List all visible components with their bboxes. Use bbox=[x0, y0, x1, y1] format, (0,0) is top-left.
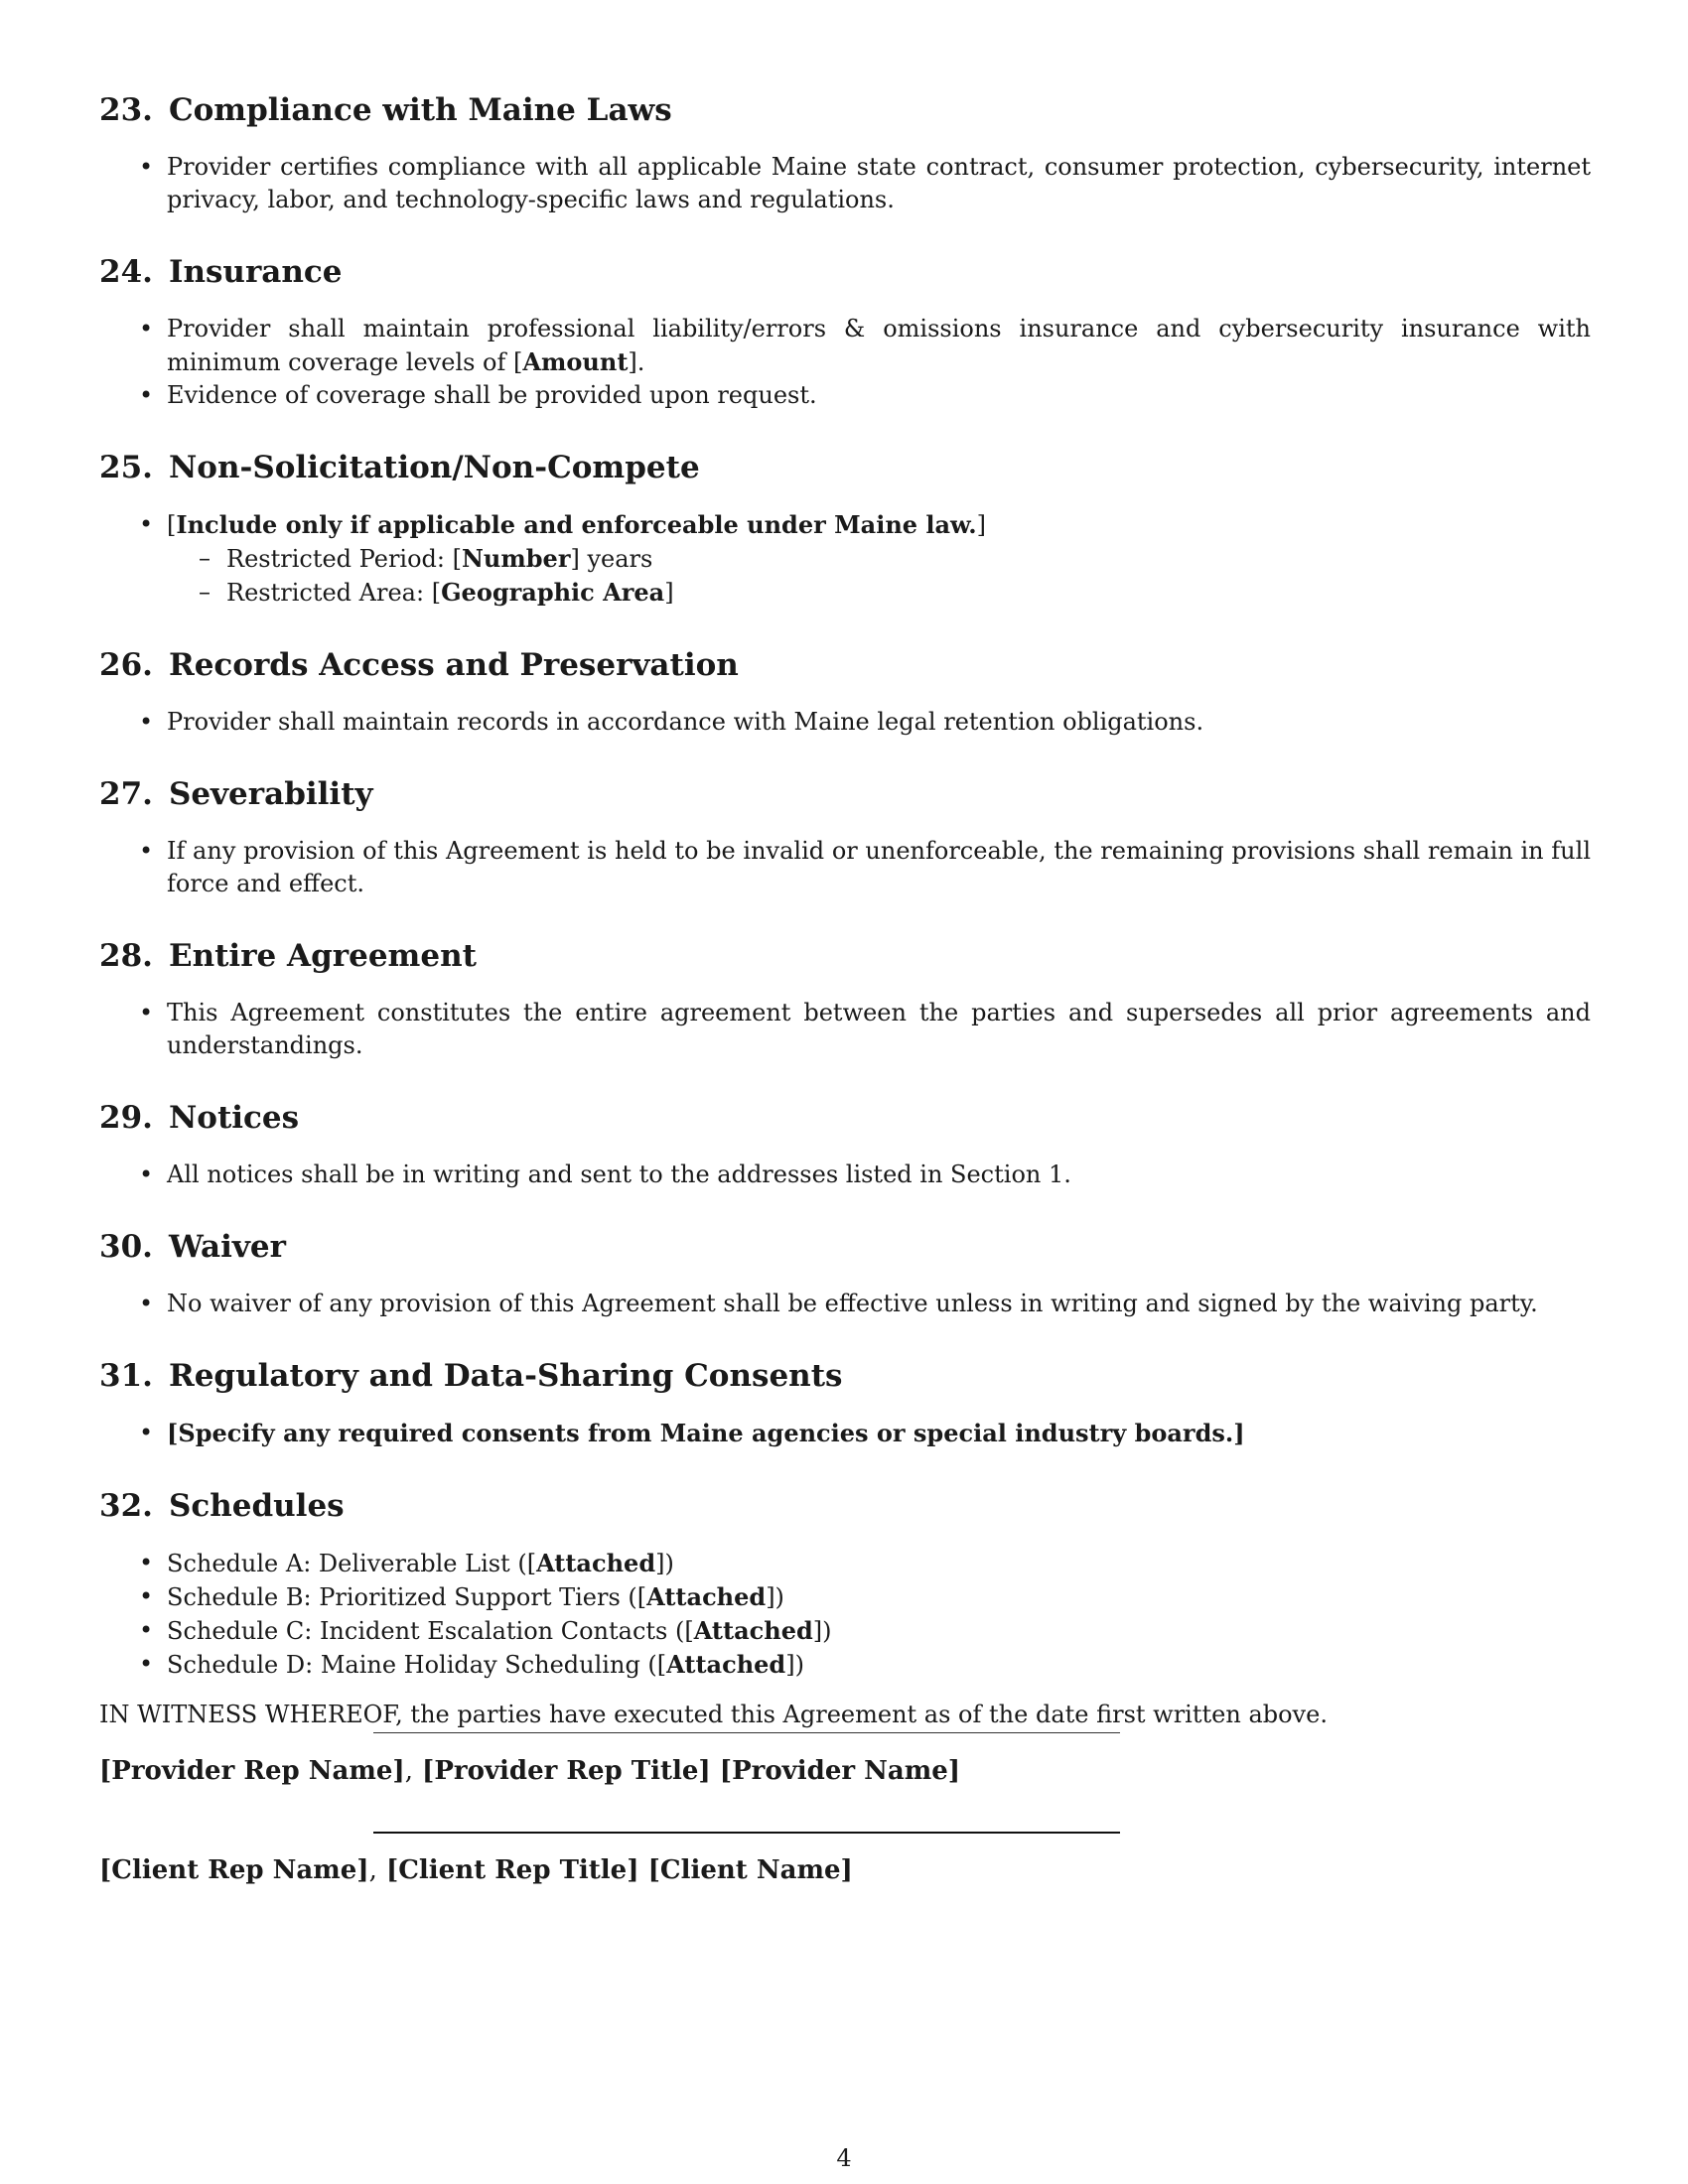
section-26 bbox=[99, 646, 1591, 739]
list-item: • This Agreement constitutes the entire agreement between the parties and supersedes all prior agreements and understandings. bbox=[99, 997, 1591, 1062]
list-item: • Evidence of coverage shall be provided upon request. bbox=[99, 379, 1591, 412]
list-item: • No waiver of any provision of this Agreement shall be effective unless in writing and signed by the waiving party. bbox=[99, 1288, 1591, 1320]
section-heading: 31. Regulatory and Data-Sharing Consents bbox=[99, 1358, 843, 1394]
list-item: • All notices shall be in writing and sent to the addresses listed in Section 1. bbox=[99, 1159, 1591, 1191]
page-number: 4 bbox=[836, 2144, 852, 2172]
list-item: • If any provision of this Agreement is held to be invalid or unenforceable, the remaining provisions shall remain in full force and effect. bbox=[99, 835, 1591, 900]
section-27 bbox=[99, 775, 1591, 900]
section-24 bbox=[99, 253, 1591, 412]
section-heading: 25. Non-Solicitation/Non-Compete bbox=[99, 450, 700, 485]
list-item: • [Specify any required consents from Maine agencies or special industry boards.] bbox=[99, 1417, 1591, 1450]
section-29 bbox=[99, 1099, 1591, 1191]
list-item: • Provider shall maintain records in accordance with Maine legal retention obligations. bbox=[99, 706, 1591, 739]
section-heading: 29. Notices bbox=[99, 1100, 300, 1136]
section-heading: 30. Waiver bbox=[99, 1229, 286, 1265]
section-heading: 23. Compliance with Maine Laws bbox=[99, 92, 672, 128]
list-item: • Schedule D: Maine Holiday Scheduling ([Attached]) bbox=[99, 1648, 1591, 1682]
sub-list-item: – Restricted Period: [Number] years bbox=[99, 542, 1591, 576]
section-heading: 27. Severability bbox=[99, 776, 373, 812]
section-23 bbox=[99, 91, 1591, 216]
list-item: • Schedule B: Prioritized Support Tiers ([Attached]) bbox=[99, 1580, 1591, 1614]
client-signature-line bbox=[373, 1832, 1120, 1834]
section-30 bbox=[99, 1228, 1591, 1320]
section-heading: 32. Schedules bbox=[99, 1488, 345, 1524]
section-25 bbox=[99, 449, 1591, 610]
list-item: • Schedule A: Deliverable List ([Attached]) bbox=[99, 1547, 1591, 1580]
section-28 bbox=[99, 937, 1591, 1062]
section-heading: 26. Records Access and Preservation bbox=[99, 647, 739, 683]
list-item: • Provider certifies compliance with all applicable Maine state contract, consumer protection, cybersecurity, internet privacy, labor, and technology-specific laws and regulations. bbox=[99, 151, 1591, 216]
sub-list-item: – Restricted Area: [Geographic Area] bbox=[99, 576, 1591, 610]
section-31 bbox=[99, 1357, 1591, 1450]
provider-signature-line bbox=[373, 1732, 1120, 1733]
list-item: • [Include only if applicable and enforceable under Maine law.] – Restricted Period: [Number] years – Restricted Area: [Geographic Area] bbox=[99, 508, 1591, 610]
provider-signature-name: [Provider Rep Name], [Provider Rep Title] [Provider Name] bbox=[99, 1756, 961, 1786]
list-item: • Schedule C: Incident Escalation Contacts ([Attached]) bbox=[99, 1614, 1591, 1648]
document-page bbox=[99, 91, 1591, 1731]
client-signature-name: [Client Rep Name], [Client Rep Title] [Client Name] bbox=[99, 1855, 853, 1885]
section-32 bbox=[99, 1487, 1591, 1682]
section-heading: 28. Entire Agreement bbox=[99, 938, 477, 974]
list-item: • Provider shall maintain professional liability/errors & omissions insurance and cybersecurity insurance with minimum coverage levels of [Amount]. bbox=[99, 313, 1591, 379]
section-heading: 24. Insurance bbox=[99, 254, 343, 290]
witness-statement: IN WITNESS WHEREOF, the parties have executed this Agreement as of the date first written above. bbox=[99, 1701, 1328, 1728]
